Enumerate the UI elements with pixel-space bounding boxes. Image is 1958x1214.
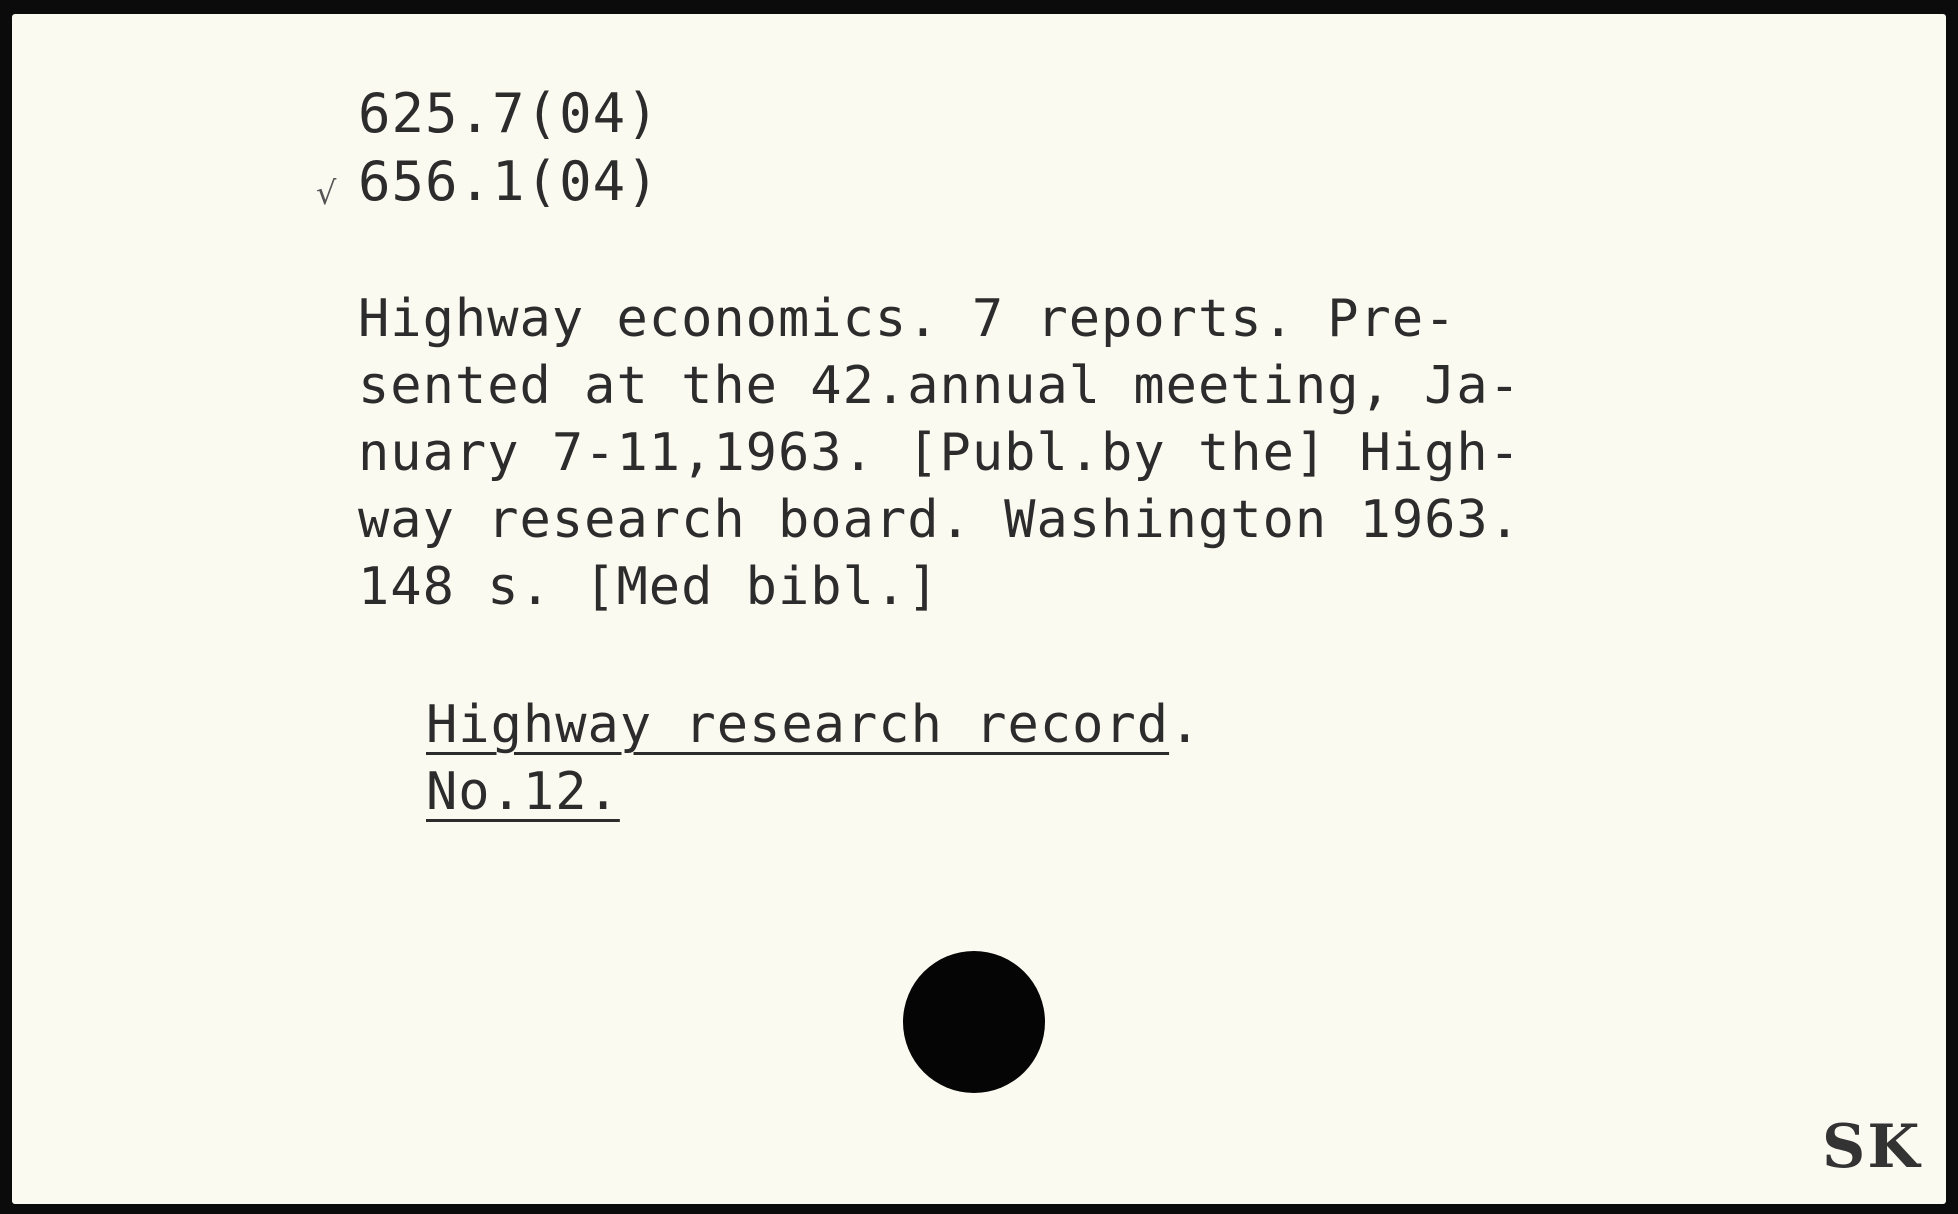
series-title-row xyxy=(426,692,1201,759)
classification-number-2: 656.1(04) xyxy=(358,150,660,213)
classification-number-1: 625.7(04) xyxy=(358,82,660,145)
sk-stamp: SK xyxy=(1822,1112,1922,1182)
description-line-3: nuary 7-11,1963. [Publ.by the] High- xyxy=(358,423,1522,483)
description-line-1: Highway economics. 7 reports. Pre- xyxy=(358,289,1457,349)
series-title-period: . xyxy=(1169,695,1202,755)
catalog-card xyxy=(12,14,1946,1204)
description-line-2: sented at the 42.annual meeting, Ja- xyxy=(358,356,1522,416)
series-number: No.12. xyxy=(426,762,620,822)
punch-hole xyxy=(903,951,1045,1093)
series-title: Highway research record xyxy=(426,695,1170,755)
description-line-4: way research board. Washington 1963. xyxy=(358,490,1522,550)
check-mark: √ xyxy=(316,174,337,212)
description-line-5: 148 s. [Med bibl.] xyxy=(358,557,940,617)
